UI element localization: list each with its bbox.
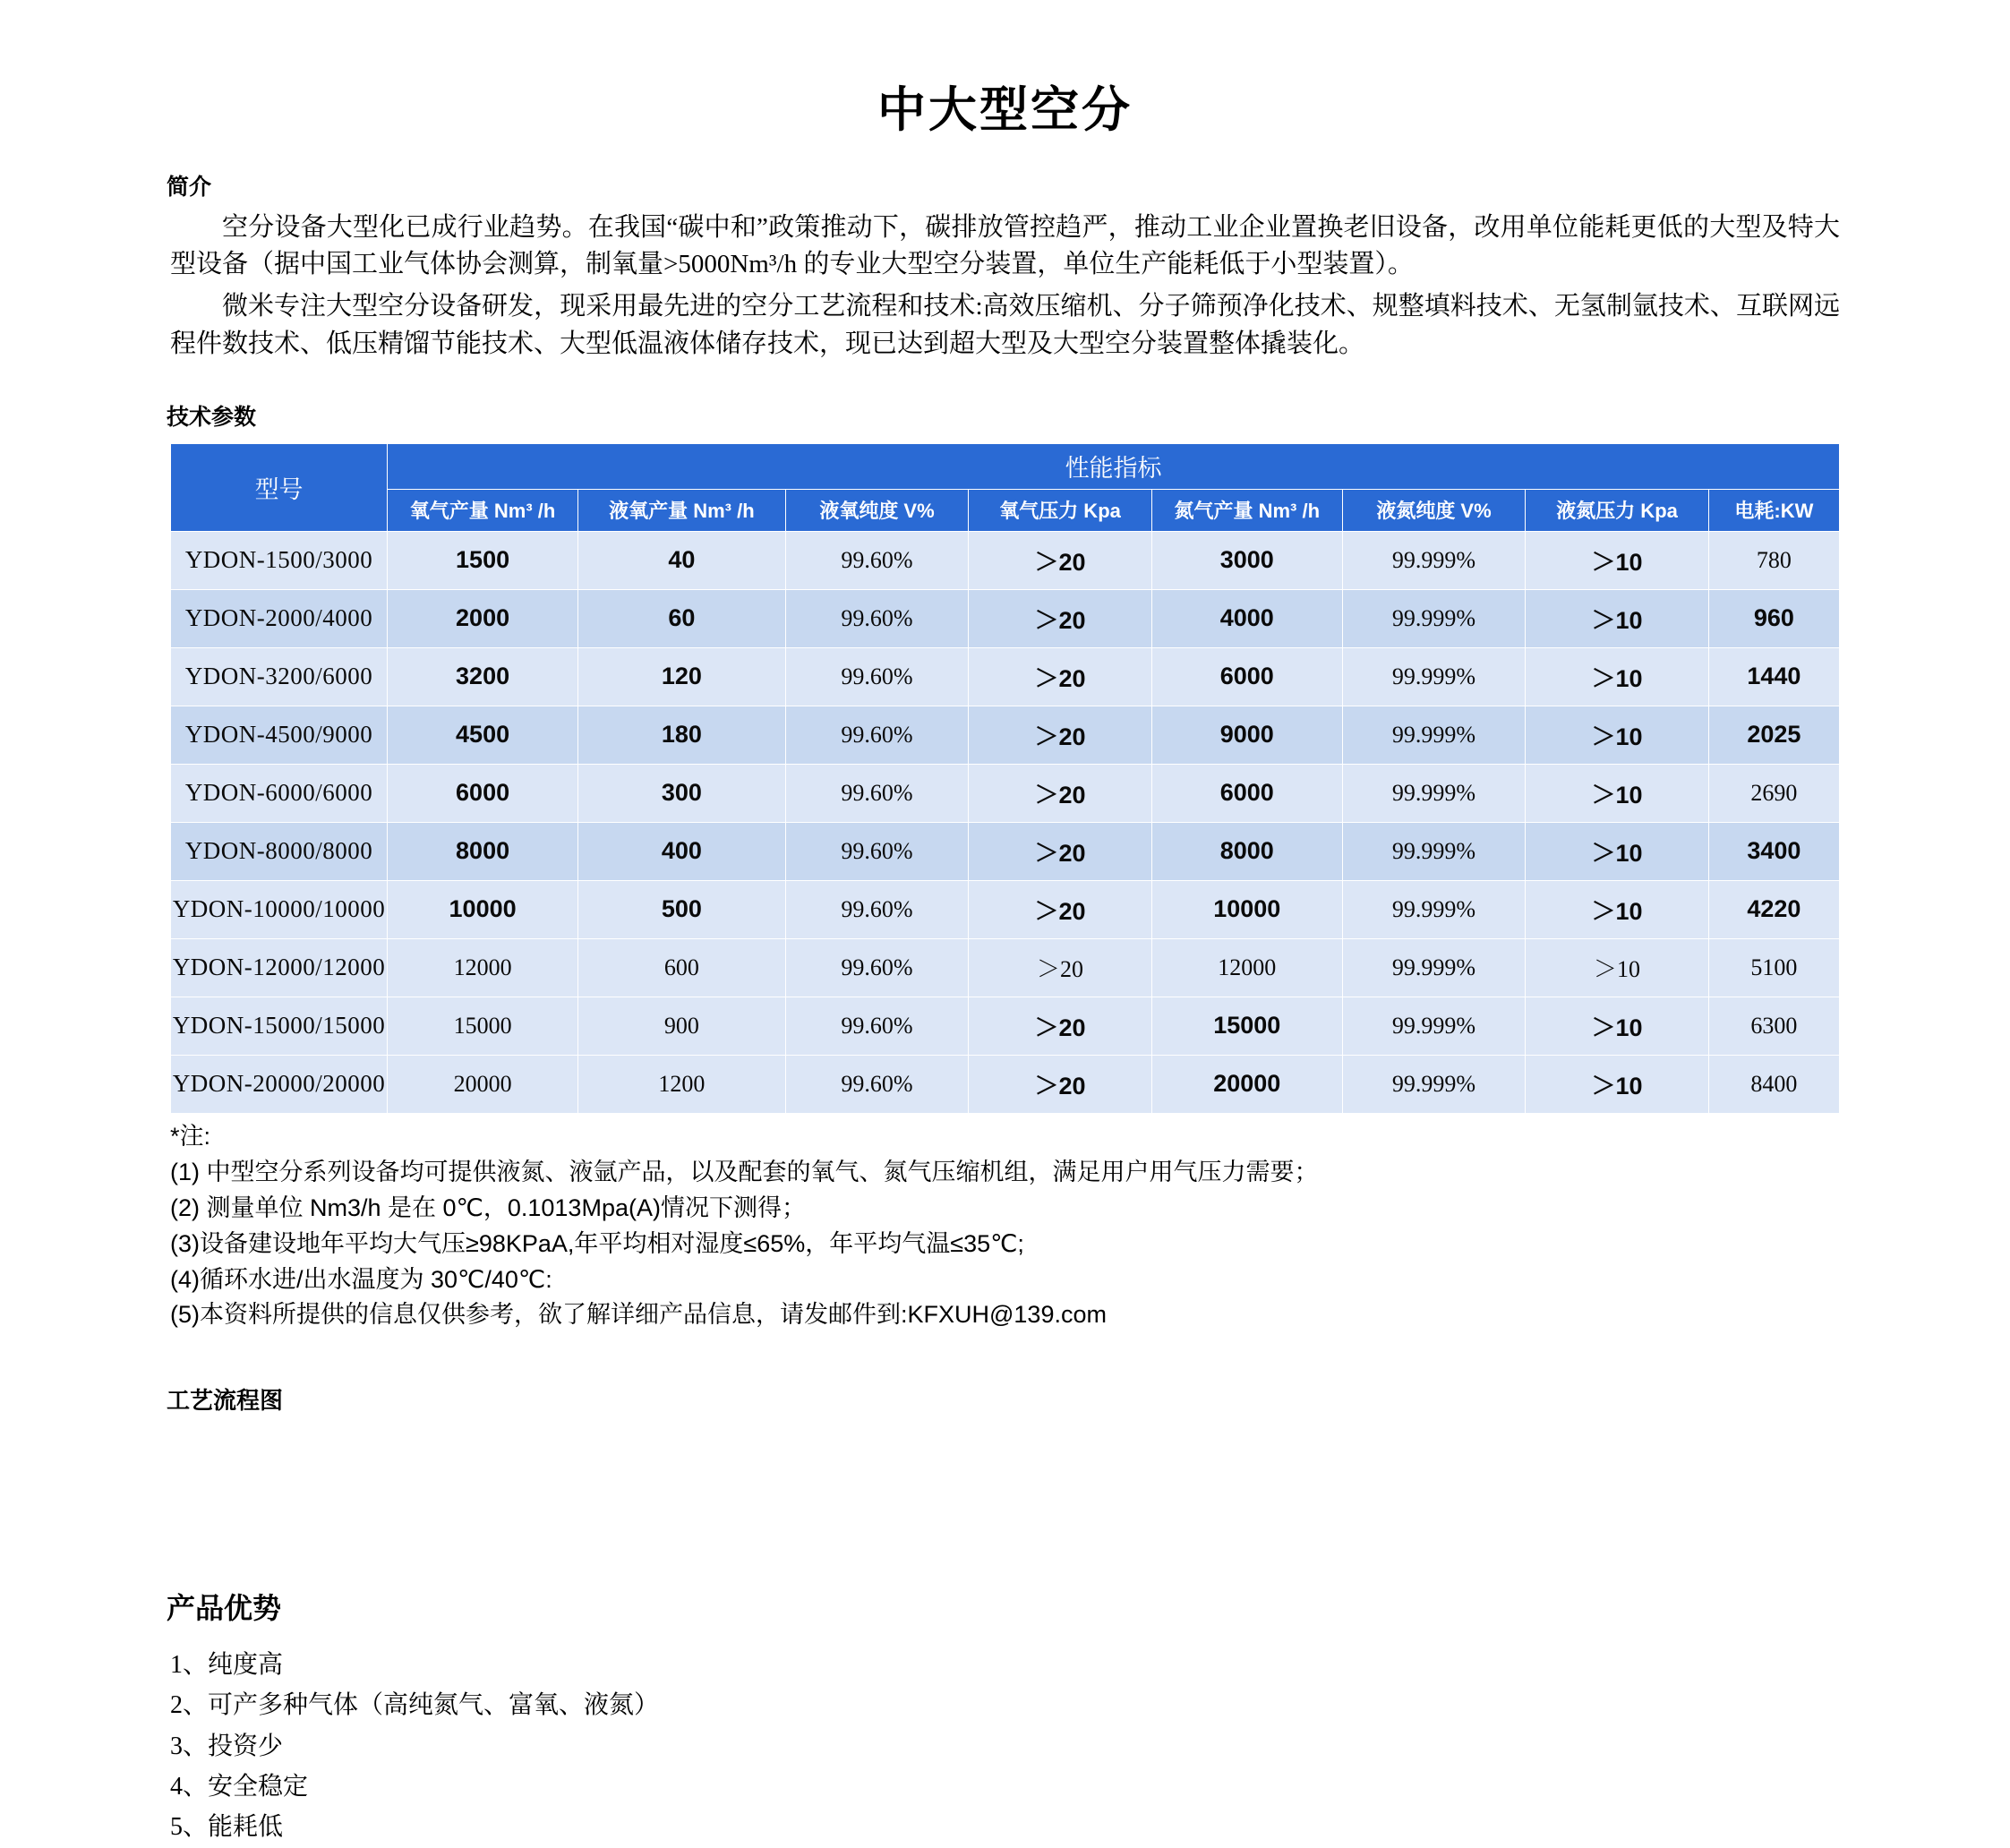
list-item: 2、可产多种气体（高纯氮气、富氧、液氮） <box>170 1691 660 1720</box>
section-heading-specs: 技术参数 <box>167 404 257 430</box>
note-item-5: (5)本资料所提供的信息仅供参考，欲了解详细产品信息，请发邮件到:KFXUH@139.com <box>170 1301 1107 1329</box>
cell-model: YDON-1500/3000 <box>171 531 388 589</box>
cell-lox-flow: 40 <box>578 531 786 589</box>
advantages-list <box>170 1645 1840 1848</box>
cell-o2-flow: 2000 <box>388 589 578 647</box>
cell-o2-press: ＞20 <box>969 647 1152 706</box>
cell-o2-flow: 6000 <box>388 764 578 822</box>
cell-o2-flow: 3200 <box>388 647 578 706</box>
cell-lox-flow: 400 <box>578 822 786 880</box>
cell-model: YDON-12000/12000 <box>171 938 388 997</box>
cell-o2-press: ＞20 <box>969 938 1152 997</box>
cell-lox-flow: 500 <box>578 880 786 938</box>
cell-lin-press: ＞10 <box>1526 1055 1709 1113</box>
cell-o2-flow: 10000 <box>388 880 578 938</box>
table-row <box>171 997 1840 1055</box>
column-header-lin-purity: 液氮纯度 V% <box>1342 489 1526 531</box>
cell-o2-press: ＞20 <box>969 706 1152 764</box>
table-row <box>171 822 1840 880</box>
cell-lin-press: ＞10 <box>1526 764 1709 822</box>
cell-n2-flow: 10000 <box>1151 880 1342 938</box>
cell-power: 2690 <box>1708 764 1839 822</box>
cell-lox-purity: 99.60% <box>785 764 969 822</box>
cell-power: 960 <box>1708 589 1839 647</box>
section-heading-intro: 简介 <box>167 175 212 200</box>
cell-lox-flow: 120 <box>578 647 786 706</box>
cell-model: YDON-2000/4000 <box>171 589 388 647</box>
cell-lin-purity: 99.999% <box>1342 880 1526 938</box>
table-row <box>171 531 1840 589</box>
cell-lin-press: ＞10 <box>1526 589 1709 647</box>
specifications-table <box>170 443 1840 1114</box>
cell-lox-flow: 180 <box>578 706 786 764</box>
cell-lox-flow: 300 <box>578 764 786 822</box>
cell-n2-flow: 3000 <box>1151 531 1342 589</box>
cell-o2-flow: 1500 <box>388 531 578 589</box>
cell-lox-purity: 99.60% <box>785 822 969 880</box>
column-header-lox-purity: 液氧纯度 V% <box>785 489 969 531</box>
table-row <box>171 706 1840 764</box>
cell-lin-purity: 99.999% <box>1342 706 1526 764</box>
column-header-model: 型号 <box>171 443 388 531</box>
cell-n2-flow: 20000 <box>1151 1055 1342 1113</box>
cell-model: YDON-6000/6000 <box>171 764 388 822</box>
table-row <box>171 764 1840 822</box>
cell-model: YDON-4500/9000 <box>171 706 388 764</box>
intro-paragraph-1: 空分设备大型化已成行业趋势。在我国“碳中和”政策推动下，碳排放管控趋严，推动工业企业置换老旧设备，改用单位能耗更低的大型及特大型设备（据中国工业气体协会测算，制氧量>5000Nm³/h 的专业大型空分装置，单位生产能耗低于小型装置）。 <box>170 213 1840 279</box>
cell-lox-purity: 99.60% <box>785 1055 969 1113</box>
list-item: 1、纯度高 <box>170 1650 284 1679</box>
cell-o2-flow: 12000 <box>388 938 578 997</box>
table-body <box>171 531 1840 1113</box>
cell-o2-press: ＞20 <box>969 880 1152 938</box>
table-row <box>171 647 1840 706</box>
note-item-2: (2) 测量单位 Nm3/h 是在 0℃，0.1013Mpa(A)情况下测得； <box>170 1194 806 1221</box>
cell-lin-purity: 99.999% <box>1342 997 1526 1055</box>
cell-lox-purity: 99.60% <box>785 997 969 1055</box>
table-row <box>171 589 1840 647</box>
cell-n2-flow: 9000 <box>1151 706 1342 764</box>
cell-o2-press: ＞20 <box>969 531 1152 589</box>
column-header-performance-group: 性能指标 <box>388 443 1840 489</box>
cell-lox-purity: 99.60% <box>785 531 969 589</box>
cell-lox-purity: 99.60% <box>785 706 969 764</box>
cell-lin-purity: 99.999% <box>1342 822 1526 880</box>
note-item-3: (3)设备建设地年平均大气压≥98KPaA,年平均相对湿度≤65%，年平均气温≤35℃; <box>170 1229 1024 1257</box>
cell-model: YDON-20000/20000 <box>171 1055 388 1113</box>
note-item-4: (4)循环水进/出水温度为 30℃/40℃: <box>170 1265 552 1293</box>
cell-n2-flow: 8000 <box>1151 822 1342 880</box>
cell-model: YDON-8000/8000 <box>171 822 388 880</box>
list-item: 4、安全稳定 <box>170 1773 309 1801</box>
cell-lox-purity: 99.60% <box>785 938 969 997</box>
cell-o2-flow: 8000 <box>388 822 578 880</box>
cell-lox-flow: 600 <box>578 938 786 997</box>
column-header-power: 电耗:KW <box>1708 489 1839 531</box>
cell-lox-purity: 99.60% <box>785 880 969 938</box>
cell-n2-flow: 6000 <box>1151 764 1342 822</box>
table-header-row-top <box>171 443 1840 489</box>
page-title: 中大型空分 <box>877 83 1133 137</box>
cell-lox-flow: 60 <box>578 589 786 647</box>
cell-o2-press: ＞20 <box>969 997 1152 1055</box>
cell-lin-purity: 99.999% <box>1342 589 1526 647</box>
column-header-n2-flow: 氮气产量 Nm³ /h <box>1151 489 1342 531</box>
cell-n2-flow: 6000 <box>1151 647 1342 706</box>
column-header-lox-flow: 液氧产量 Nm³ /h <box>578 489 786 531</box>
cell-lox-flow: 1200 <box>578 1055 786 1113</box>
cell-o2-flow: 15000 <box>388 997 578 1055</box>
cell-o2-flow: 4500 <box>388 706 578 764</box>
cell-lin-press: ＞10 <box>1526 997 1709 1055</box>
cell-o2-press: ＞20 <box>969 764 1152 822</box>
column-header-lin-press: 液氮压力 Kpa <box>1526 489 1709 531</box>
cell-model: YDON-3200/6000 <box>171 647 388 706</box>
cell-o2-press: ＞20 <box>969 822 1152 880</box>
cell-lin-purity: 99.999% <box>1342 647 1526 706</box>
cell-power: 780 <box>1708 531 1839 589</box>
cell-lin-purity: 99.999% <box>1342 531 1526 589</box>
cell-lin-press: ＞10 <box>1526 531 1709 589</box>
intro-paragraph-2: 微米专注大型空分设备研发，现采用最先进的空分工艺流程和技术:高效压缩机、分子筛预净化技术、规整填料技术、无氢制氩技术、互联网远程件数技术、低压精馏节能技术、大型低温液体储存技术，现已达到超大型及大型空分装置整体撬装化。 <box>170 292 1840 358</box>
table-row <box>171 880 1840 938</box>
cell-power: 2025 <box>1708 706 1839 764</box>
table-header <box>171 443 1840 531</box>
cell-n2-flow: 12000 <box>1151 938 1342 997</box>
cell-power: 4220 <box>1708 880 1839 938</box>
column-header-o2-press: 氧气压力 Kpa <box>969 489 1152 531</box>
cell-lin-press: ＞10 <box>1526 706 1709 764</box>
cell-o2-flow: 20000 <box>388 1055 578 1113</box>
cell-power: 3400 <box>1708 822 1839 880</box>
notes-block <box>170 1119 1840 1334</box>
cell-lox-flow: 900 <box>578 997 786 1055</box>
cell-model: YDON-15000/15000 <box>171 997 388 1055</box>
cell-lin-press: ＞10 <box>1526 880 1709 938</box>
flow-diagram-area <box>170 1416 1840 1514</box>
list-item: 5、能耗低 <box>170 1813 284 1842</box>
notes-label: *注: <box>170 1122 211 1150</box>
cell-lox-purity: 99.60% <box>785 647 969 706</box>
cell-lin-press: ＞10 <box>1526 822 1709 880</box>
table-row <box>171 938 1840 997</box>
cell-n2-flow: 15000 <box>1151 997 1342 1055</box>
table-row <box>171 1055 1840 1113</box>
cell-lin-press: ＞10 <box>1526 938 1709 997</box>
column-header-o2-flow: 氧气产量 Nm³ /h <box>388 489 578 531</box>
cell-lox-purity: 99.60% <box>785 589 969 647</box>
table-header-row-sub <box>171 489 1840 531</box>
cell-power: 6300 <box>1708 997 1839 1055</box>
section-heading-advantages: 产品优势 <box>167 1591 282 1624</box>
cell-lin-purity: 99.999% <box>1342 1055 1526 1113</box>
cell-n2-flow: 4000 <box>1151 589 1342 647</box>
cell-power: 5100 <box>1708 938 1839 997</box>
cell-power: 1440 <box>1708 647 1839 706</box>
cell-model: YDON-10000/10000 <box>171 880 388 938</box>
cell-o2-press: ＞20 <box>969 1055 1152 1113</box>
cell-o2-press: ＞20 <box>969 589 1152 647</box>
cell-power: 8400 <box>1708 1055 1839 1113</box>
section-heading-flow-diagram: 工艺流程图 <box>167 1387 284 1415</box>
cell-lin-purity: 99.999% <box>1342 764 1526 822</box>
cell-lin-press: ＞10 <box>1526 647 1709 706</box>
note-item-1: (1) 中型空分系列设备均可提供液氮、液氩产品，以及配套的氧气、氮气压缩机组，满足用户用气压力需要； <box>170 1158 1319 1185</box>
list-item: 3、投资少 <box>170 1732 284 1760</box>
cell-lin-purity: 99.999% <box>1342 938 1526 997</box>
